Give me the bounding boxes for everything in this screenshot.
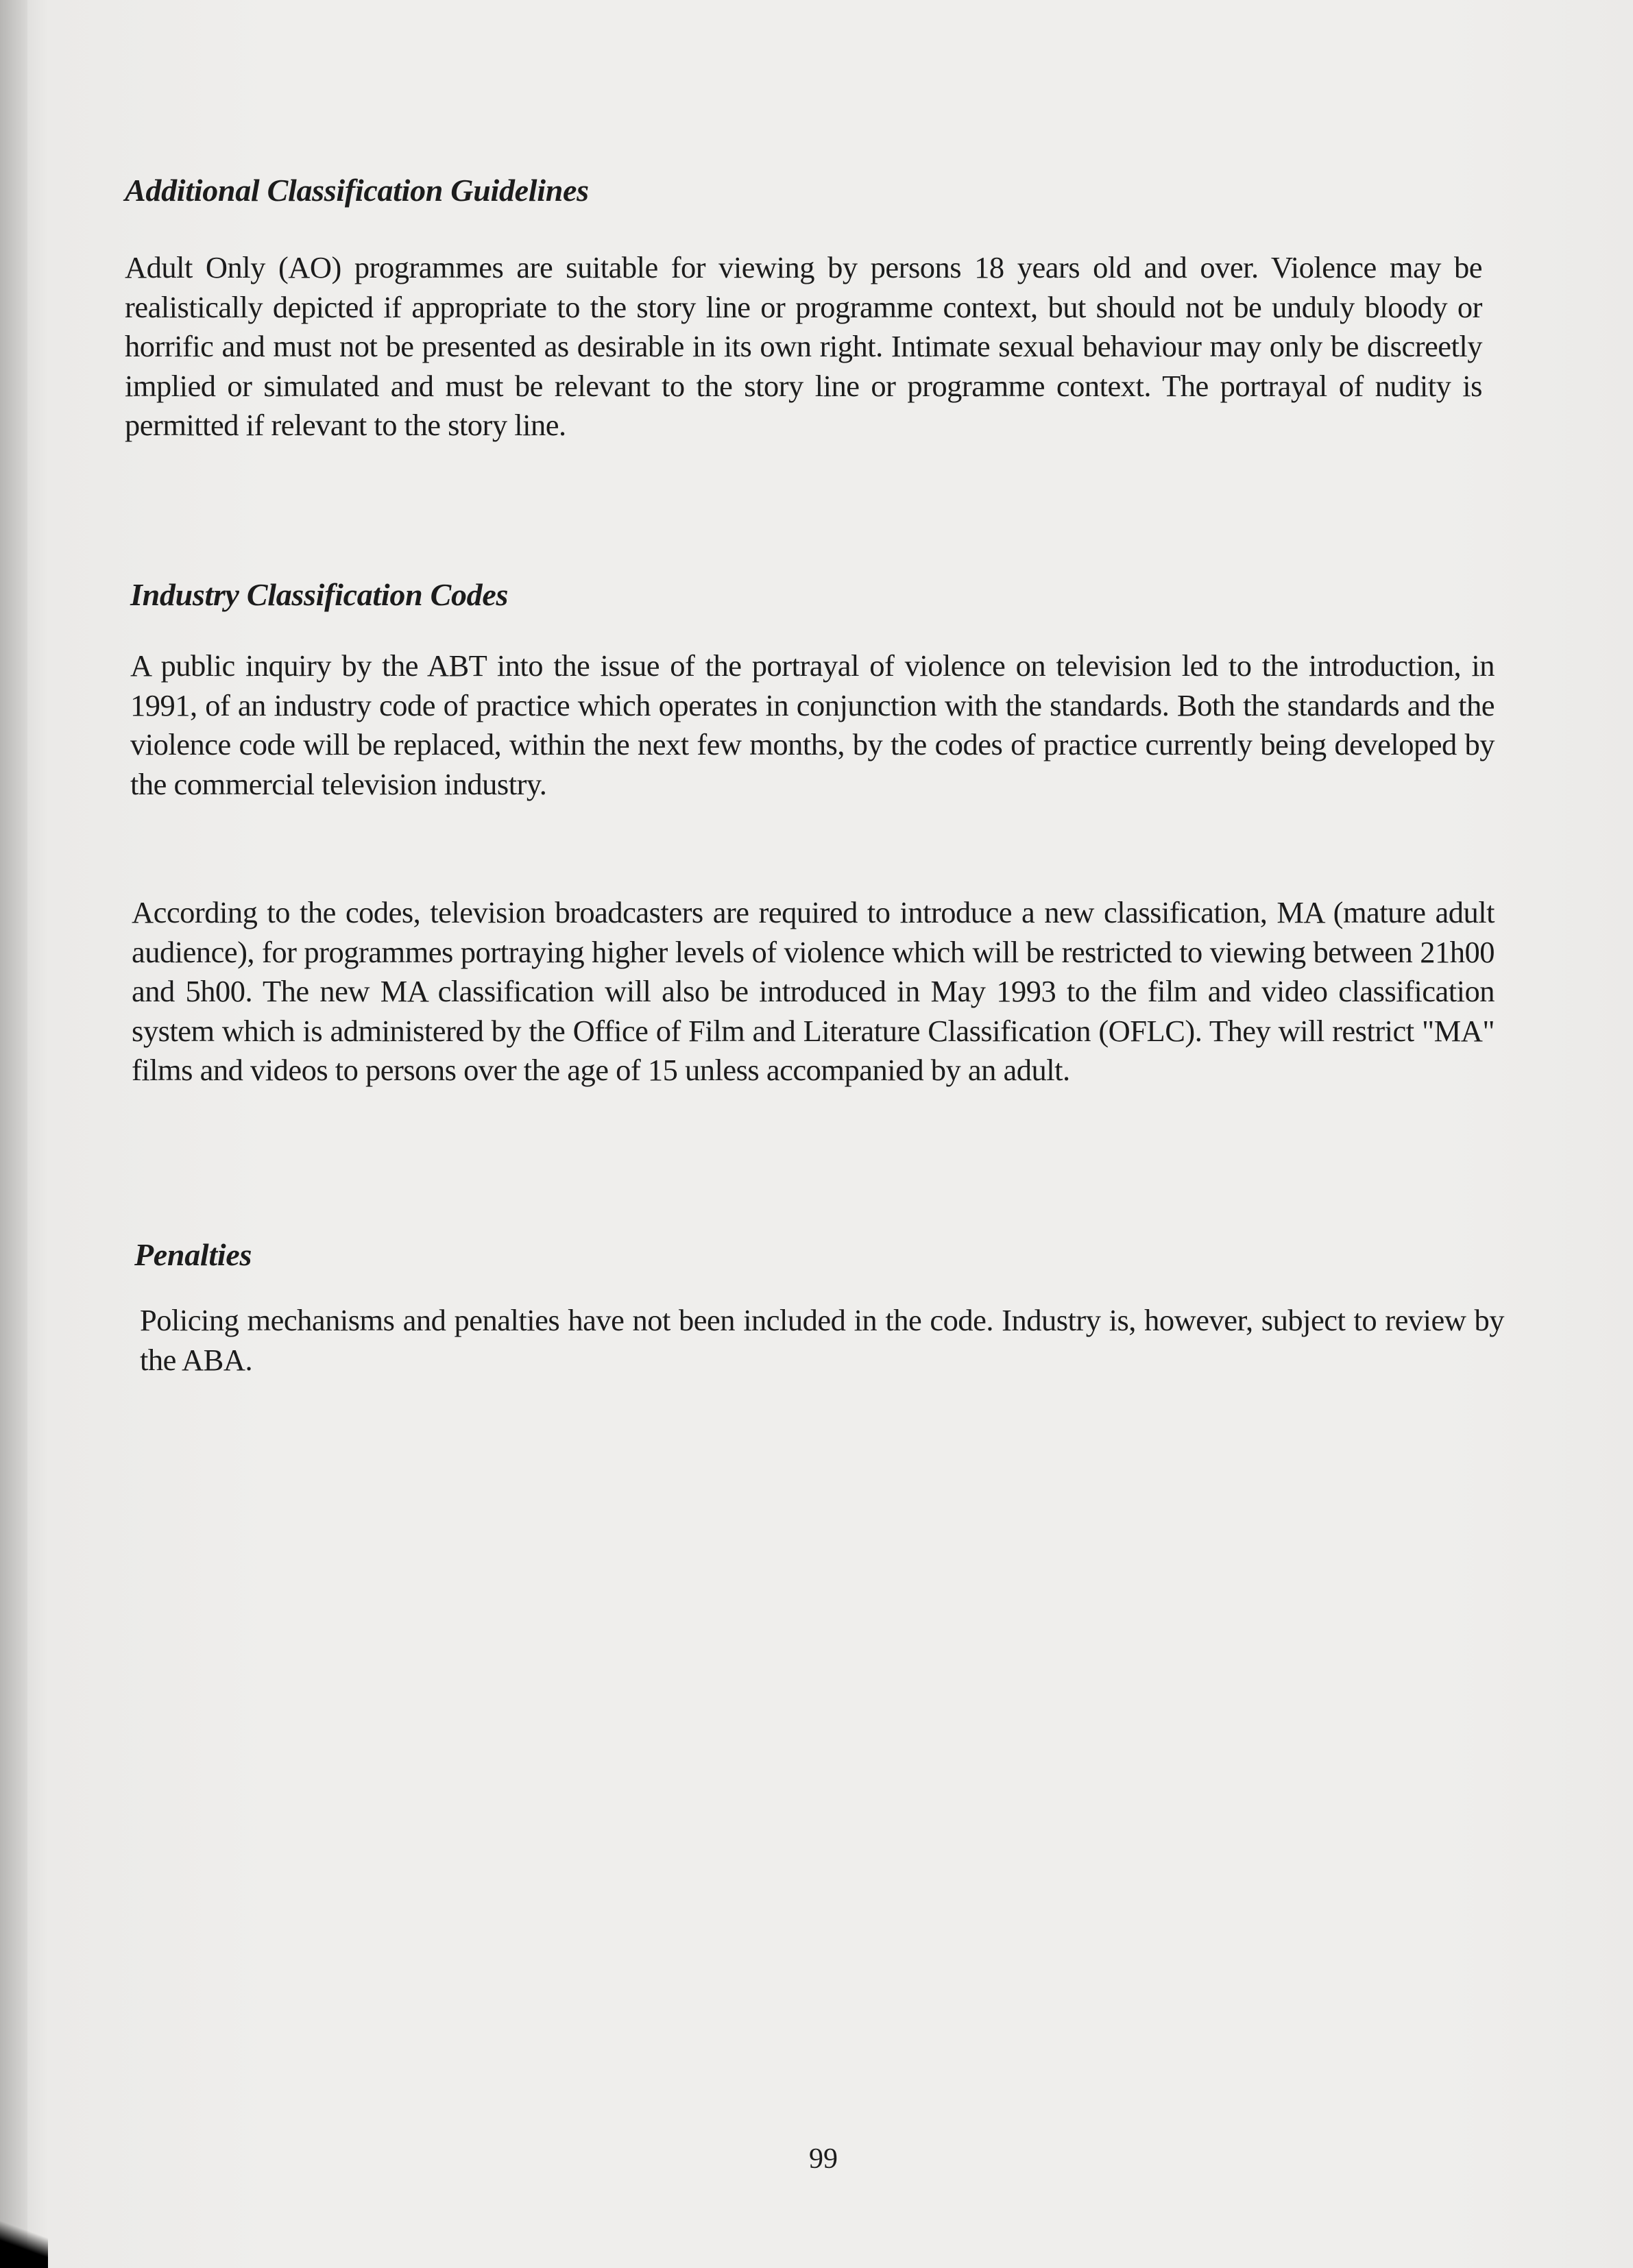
paragraph-public-inquiry: A public inquiry by the ABT into the issue of the portrayal of violence on television led to the introduction, in 1991, of an industry code of practice which operates in conjunction with the standards. Both the standards and the violence code will be replaced, within the next few months, by the codes of practice currently being developed by the commercial television industry.	[130, 648, 1495, 801]
heading-additional-classification-guidelines: Additional Classification Guidelines	[125, 173, 589, 208]
paragraph-ma-classification: According to the codes, television broadcasters are required to introduce a new classification, MA (mature adult audience), for programmes portraying higher levels of violence which will be restricted to viewing between 21h00 and 5h00. The new MA classification will also be introduced in May 1993 to the film and video classification system which is administered by the Office of Film and Literature Classification (OFLC). They will restrict "MA" films and videos to persons over the age of 15 unless accompanied by an adult.	[132, 895, 1495, 1087]
heading-industry-classification-codes: Industry Classification Codes	[130, 577, 509, 612]
paragraph-adult-only: Adult Only (AO) programmes are suitable for viewing by persons 18 years old and over. Violence may be realistically depicted if appropriate to the story line or programme context, but should not be unduly bloody or horrific and must not be presented as desirable in its own right. Intimate sexual behaviour may only be discreetly implied or simulated and must be relevant to the story line or programme context. The portrayal of nudity is permitted if relevant to the story line.	[125, 250, 1482, 442]
heading-penalties: Penalties	[134, 1237, 252, 1272]
page-number: 99	[809, 2143, 838, 2175]
page-corner-shadow	[0, 2206, 48, 2268]
paragraph-policing-mechanisms: Policing mechanisms and penalties have not been included in the code. Industry is, however, subject to review by the ABA.	[140, 1303, 1504, 1377]
binding-edge	[0, 0, 27, 2268]
